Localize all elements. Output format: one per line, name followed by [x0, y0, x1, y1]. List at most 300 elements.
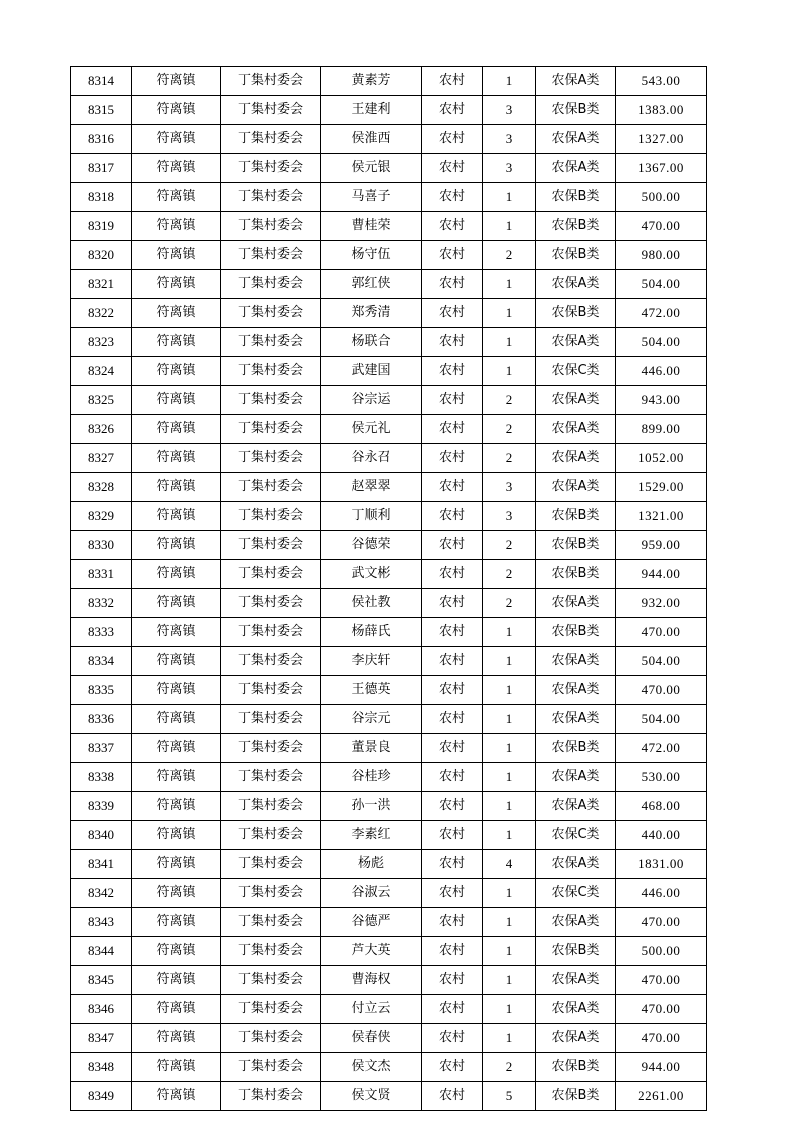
cell-town: 符离镇 — [132, 502, 221, 531]
cell-id: 8333 — [71, 618, 132, 647]
cell-village: 丁集村委会 — [221, 995, 321, 1024]
cell-type: 农村 — [422, 415, 483, 444]
cell-type: 农村 — [422, 357, 483, 386]
cell-type: 农村 — [422, 1082, 483, 1111]
cell-name: 侯淮西 — [321, 125, 422, 154]
cell-town: 符离镇 — [132, 966, 221, 995]
table-row — [71, 821, 707, 850]
cell-category: 农保A类 — [536, 444, 616, 473]
cell-name: 王德英 — [321, 676, 422, 705]
cell-count: 1 — [483, 212, 536, 241]
cell-village: 丁集村委会 — [221, 415, 321, 444]
cell-name: 武文彬 — [321, 560, 422, 589]
cell-count: 1 — [483, 966, 536, 995]
cell-id: 8345 — [71, 966, 132, 995]
cell-count: 1 — [483, 183, 536, 212]
cell-category: 农保B类 — [536, 212, 616, 241]
cell-town: 符离镇 — [132, 1024, 221, 1053]
cell-town: 符离镇 — [132, 386, 221, 415]
cell-town: 符离镇 — [132, 676, 221, 705]
cell-type: 农村 — [422, 67, 483, 96]
cell-name: 曹桂荣 — [321, 212, 422, 241]
cell-category: 农保A类 — [536, 328, 616, 357]
cell-amount: 470.00 — [616, 966, 707, 995]
cell-id: 8318 — [71, 183, 132, 212]
cell-type: 农村 — [422, 241, 483, 270]
cell-amount: 1831.00 — [616, 850, 707, 879]
cell-category: 农保B类 — [536, 183, 616, 212]
cell-village: 丁集村委会 — [221, 560, 321, 589]
cell-town: 符离镇 — [132, 908, 221, 937]
cell-name: 郑秀清 — [321, 299, 422, 328]
table-row — [71, 1053, 707, 1082]
cell-amount: 1529.00 — [616, 473, 707, 502]
table-row — [71, 734, 707, 763]
cell-count: 1 — [483, 705, 536, 734]
cell-town: 符离镇 — [132, 850, 221, 879]
cell-id: 8338 — [71, 763, 132, 792]
cell-category: 农保B类 — [536, 734, 616, 763]
table-row — [71, 995, 707, 1024]
cell-name: 侯文贤 — [321, 1082, 422, 1111]
cell-town: 符离镇 — [132, 647, 221, 676]
cell-amount: 932.00 — [616, 589, 707, 618]
cell-id: 8343 — [71, 908, 132, 937]
cell-count: 1 — [483, 299, 536, 328]
cell-type: 农村 — [422, 125, 483, 154]
cell-type: 农村 — [422, 821, 483, 850]
table-row — [71, 792, 707, 821]
table-row — [71, 270, 707, 299]
cell-town: 符离镇 — [132, 241, 221, 270]
cell-count: 2 — [483, 589, 536, 618]
cell-village: 丁集村委会 — [221, 125, 321, 154]
table-row — [71, 67, 707, 96]
cell-town: 符离镇 — [132, 792, 221, 821]
cell-id: 8325 — [71, 386, 132, 415]
table-row — [71, 357, 707, 386]
table-row — [71, 96, 707, 125]
table-row — [71, 676, 707, 705]
cell-name: 谷桂珍 — [321, 763, 422, 792]
cell-name: 侯社教 — [321, 589, 422, 618]
cell-village: 丁集村委会 — [221, 154, 321, 183]
cell-id: 8324 — [71, 357, 132, 386]
cell-count: 1 — [483, 937, 536, 966]
cell-amount: 504.00 — [616, 647, 707, 676]
cell-village: 丁集村委会 — [221, 183, 321, 212]
cell-count: 1 — [483, 357, 536, 386]
table-row — [71, 850, 707, 879]
table-row — [71, 299, 707, 328]
cell-category: 农保B类 — [536, 560, 616, 589]
cell-amount: 899.00 — [616, 415, 707, 444]
cell-category: 农保A类 — [536, 908, 616, 937]
cell-name: 赵翠翠 — [321, 473, 422, 502]
cell-name: 马喜子 — [321, 183, 422, 212]
cell-village: 丁集村委会 — [221, 1053, 321, 1082]
cell-amount: 468.00 — [616, 792, 707, 821]
cell-count: 1 — [483, 618, 536, 647]
cell-amount: 530.00 — [616, 763, 707, 792]
cell-village: 丁集村委会 — [221, 879, 321, 908]
cell-category: 农保A类 — [536, 415, 616, 444]
cell-type: 农村 — [422, 850, 483, 879]
cell-town: 符离镇 — [132, 183, 221, 212]
cell-village: 丁集村委会 — [221, 618, 321, 647]
cell-type: 农村 — [422, 763, 483, 792]
cell-id: 8320 — [71, 241, 132, 270]
cell-town: 符离镇 — [132, 995, 221, 1024]
cell-town: 符离镇 — [132, 1053, 221, 1082]
table-row — [71, 212, 707, 241]
cell-name: 谷德荣 — [321, 531, 422, 560]
cell-id: 8335 — [71, 676, 132, 705]
cell-name: 黄素芳 — [321, 67, 422, 96]
cell-village: 丁集村委会 — [221, 67, 321, 96]
cell-type: 农村 — [422, 444, 483, 473]
beneficiary-table — [70, 66, 707, 1111]
cell-village: 丁集村委会 — [221, 821, 321, 850]
table-body — [71, 67, 707, 1111]
cell-village: 丁集村委会 — [221, 792, 321, 821]
cell-amount: 2261.00 — [616, 1082, 707, 1111]
cell-category: 农保C类 — [536, 821, 616, 850]
cell-category: 农保A类 — [536, 995, 616, 1024]
cell-town: 符离镇 — [132, 618, 221, 647]
cell-town: 符离镇 — [132, 154, 221, 183]
cell-category: 农保B类 — [536, 618, 616, 647]
cell-town: 符离镇 — [132, 212, 221, 241]
cell-name: 付立云 — [321, 995, 422, 1024]
cell-category: 农保A类 — [536, 67, 616, 96]
cell-type: 农村 — [422, 589, 483, 618]
cell-town: 符离镇 — [132, 560, 221, 589]
cell-category: 农保A类 — [536, 966, 616, 995]
cell-category: 农保A类 — [536, 154, 616, 183]
cell-id: 8317 — [71, 154, 132, 183]
cell-village: 丁集村委会 — [221, 1024, 321, 1053]
cell-count: 2 — [483, 415, 536, 444]
cell-id: 8327 — [71, 444, 132, 473]
cell-name: 杨联合 — [321, 328, 422, 357]
table-row — [71, 647, 707, 676]
cell-name: 丁顺利 — [321, 502, 422, 531]
cell-name: 谷德严 — [321, 908, 422, 937]
cell-category: 农保B类 — [536, 96, 616, 125]
cell-count: 1 — [483, 67, 536, 96]
cell-type: 农村 — [422, 531, 483, 560]
cell-id: 8341 — [71, 850, 132, 879]
cell-town: 符离镇 — [132, 1082, 221, 1111]
cell-village: 丁集村委会 — [221, 1082, 321, 1111]
cell-type: 农村 — [422, 705, 483, 734]
cell-id: 8323 — [71, 328, 132, 357]
cell-town: 符离镇 — [132, 270, 221, 299]
cell-name: 王建利 — [321, 96, 422, 125]
table-row — [71, 154, 707, 183]
cell-village: 丁集村委会 — [221, 502, 321, 531]
cell-village: 丁集村委会 — [221, 676, 321, 705]
table-row — [71, 502, 707, 531]
cell-amount: 944.00 — [616, 1053, 707, 1082]
cell-count: 1 — [483, 328, 536, 357]
cell-amount: 543.00 — [616, 67, 707, 96]
cell-type: 农村 — [422, 270, 483, 299]
cell-category: 农保B类 — [536, 531, 616, 560]
cell-id: 8340 — [71, 821, 132, 850]
cell-village: 丁集村委会 — [221, 966, 321, 995]
cell-village: 丁集村委会 — [221, 763, 321, 792]
cell-type: 农村 — [422, 908, 483, 937]
cell-category: 农保A类 — [536, 125, 616, 154]
cell-count: 3 — [483, 473, 536, 502]
cell-count: 1 — [483, 908, 536, 937]
cell-category: 农保B类 — [536, 937, 616, 966]
cell-type: 农村 — [422, 647, 483, 676]
cell-town: 符离镇 — [132, 415, 221, 444]
cell-amount: 470.00 — [616, 1024, 707, 1053]
cell-name: 孙一洪 — [321, 792, 422, 821]
cell-amount: 470.00 — [616, 212, 707, 241]
cell-type: 农村 — [422, 966, 483, 995]
cell-type: 农村 — [422, 299, 483, 328]
cell-id: 8326 — [71, 415, 132, 444]
cell-town: 符离镇 — [132, 821, 221, 850]
cell-id: 8330 — [71, 531, 132, 560]
cell-village: 丁集村委会 — [221, 937, 321, 966]
cell-name: 谷永召 — [321, 444, 422, 473]
cell-type: 农村 — [422, 473, 483, 502]
cell-amount: 470.00 — [616, 618, 707, 647]
cell-count: 2 — [483, 444, 536, 473]
cell-amount: 446.00 — [616, 357, 707, 386]
cell-village: 丁集村委会 — [221, 589, 321, 618]
cell-town: 符离镇 — [132, 589, 221, 618]
table-row — [71, 415, 707, 444]
cell-town: 符离镇 — [132, 96, 221, 125]
cell-category: 农保A类 — [536, 270, 616, 299]
cell-count: 1 — [483, 676, 536, 705]
cell-category: 农保A类 — [536, 386, 616, 415]
cell-type: 农村 — [422, 183, 483, 212]
cell-count: 1 — [483, 270, 536, 299]
cell-amount: 1367.00 — [616, 154, 707, 183]
table-row — [71, 937, 707, 966]
cell-name: 谷宗元 — [321, 705, 422, 734]
table-row — [71, 763, 707, 792]
cell-id: 8336 — [71, 705, 132, 734]
cell-type: 农村 — [422, 995, 483, 1024]
cell-village: 丁集村委会 — [221, 328, 321, 357]
cell-amount: 500.00 — [616, 183, 707, 212]
cell-amount: 1052.00 — [616, 444, 707, 473]
cell-category: 农保A类 — [536, 1024, 616, 1053]
cell-id: 8334 — [71, 647, 132, 676]
cell-town: 符离镇 — [132, 444, 221, 473]
cell-type: 农村 — [422, 328, 483, 357]
table-row — [71, 328, 707, 357]
cell-category: 农保C类 — [536, 879, 616, 908]
cell-category: 农保A类 — [536, 589, 616, 618]
cell-name: 侯元礼 — [321, 415, 422, 444]
cell-town: 符离镇 — [132, 879, 221, 908]
cell-town: 符离镇 — [132, 328, 221, 357]
cell-category: 农保A类 — [536, 763, 616, 792]
cell-category: 农保B类 — [536, 299, 616, 328]
cell-count: 2 — [483, 1053, 536, 1082]
cell-village: 丁集村委会 — [221, 647, 321, 676]
cell-count: 2 — [483, 386, 536, 415]
table-row — [71, 386, 707, 415]
cell-id: 8321 — [71, 270, 132, 299]
cell-category: 农保A类 — [536, 647, 616, 676]
cell-village: 丁集村委会 — [221, 212, 321, 241]
cell-town: 符离镇 — [132, 734, 221, 763]
cell-amount: 959.00 — [616, 531, 707, 560]
cell-count: 1 — [483, 792, 536, 821]
table-row — [71, 183, 707, 212]
cell-id: 8342 — [71, 879, 132, 908]
cell-id: 8337 — [71, 734, 132, 763]
cell-village: 丁集村委会 — [221, 386, 321, 415]
cell-count: 2 — [483, 241, 536, 270]
cell-amount: 472.00 — [616, 734, 707, 763]
cell-amount: 504.00 — [616, 705, 707, 734]
cell-name: 武建国 — [321, 357, 422, 386]
cell-name: 谷淑云 — [321, 879, 422, 908]
cell-id: 8332 — [71, 589, 132, 618]
cell-town: 符离镇 — [132, 299, 221, 328]
cell-count: 3 — [483, 154, 536, 183]
cell-type: 农村 — [422, 560, 483, 589]
cell-amount: 440.00 — [616, 821, 707, 850]
cell-category: 农保C类 — [536, 357, 616, 386]
cell-count: 2 — [483, 560, 536, 589]
table-row — [71, 589, 707, 618]
table-row — [71, 618, 707, 647]
cell-count: 3 — [483, 96, 536, 125]
table-container — [70, 66, 698, 1111]
cell-id: 8331 — [71, 560, 132, 589]
cell-town: 符离镇 — [132, 357, 221, 386]
cell-count: 4 — [483, 850, 536, 879]
cell-id: 8347 — [71, 1024, 132, 1053]
cell-name: 侯元银 — [321, 154, 422, 183]
cell-type: 农村 — [422, 676, 483, 705]
cell-count: 2 — [483, 531, 536, 560]
cell-village: 丁集村委会 — [221, 850, 321, 879]
cell-amount: 446.00 — [616, 879, 707, 908]
cell-town: 符离镇 — [132, 937, 221, 966]
cell-category: 农保A类 — [536, 850, 616, 879]
cell-village: 丁集村委会 — [221, 444, 321, 473]
cell-id: 8344 — [71, 937, 132, 966]
cell-count: 1 — [483, 1024, 536, 1053]
cell-type: 农村 — [422, 1053, 483, 1082]
cell-town: 符离镇 — [132, 763, 221, 792]
cell-name: 郭红侠 — [321, 270, 422, 299]
cell-town: 符离镇 — [132, 705, 221, 734]
cell-village: 丁集村委会 — [221, 299, 321, 328]
cell-name: 曹海权 — [321, 966, 422, 995]
cell-category: 农保A类 — [536, 473, 616, 502]
cell-village: 丁集村委会 — [221, 357, 321, 386]
table-row — [71, 531, 707, 560]
cell-village: 丁集村委会 — [221, 705, 321, 734]
cell-name: 杨彪 — [321, 850, 422, 879]
cell-amount: 470.00 — [616, 995, 707, 1024]
cell-type: 农村 — [422, 618, 483, 647]
cell-name: 李庆轩 — [321, 647, 422, 676]
cell-amount: 500.00 — [616, 937, 707, 966]
cell-amount: 1383.00 — [616, 96, 707, 125]
cell-amount: 470.00 — [616, 908, 707, 937]
cell-count: 5 — [483, 1082, 536, 1111]
cell-count: 1 — [483, 763, 536, 792]
cell-id: 8322 — [71, 299, 132, 328]
cell-village: 丁集村委会 — [221, 734, 321, 763]
cell-id: 8316 — [71, 125, 132, 154]
cell-count: 1 — [483, 647, 536, 676]
cell-amount: 944.00 — [616, 560, 707, 589]
cell-village: 丁集村委会 — [221, 241, 321, 270]
cell-town: 符离镇 — [132, 473, 221, 502]
table-row — [71, 444, 707, 473]
cell-type: 农村 — [422, 96, 483, 125]
cell-name: 杨薛氏 — [321, 618, 422, 647]
cell-id: 8315 — [71, 96, 132, 125]
table-row — [71, 241, 707, 270]
cell-town: 符离镇 — [132, 125, 221, 154]
cell-id: 8314 — [71, 67, 132, 96]
cell-type: 农村 — [422, 502, 483, 531]
cell-count: 1 — [483, 821, 536, 850]
cell-amount: 1321.00 — [616, 502, 707, 531]
cell-category: 农保B类 — [536, 502, 616, 531]
table-row — [71, 705, 707, 734]
cell-type: 农村 — [422, 154, 483, 183]
cell-type: 农村 — [422, 734, 483, 763]
cell-category: 农保B类 — [536, 1082, 616, 1111]
cell-id: 8319 — [71, 212, 132, 241]
cell-id: 8329 — [71, 502, 132, 531]
cell-village: 丁集村委会 — [221, 96, 321, 125]
cell-name: 李素红 — [321, 821, 422, 850]
cell-amount: 1327.00 — [616, 125, 707, 154]
table-row — [71, 1082, 707, 1111]
cell-name: 芦大英 — [321, 937, 422, 966]
cell-type: 农村 — [422, 1024, 483, 1053]
cell-category: 农保A类 — [536, 705, 616, 734]
cell-name: 侯春侠 — [321, 1024, 422, 1053]
cell-village: 丁集村委会 — [221, 473, 321, 502]
cell-type: 农村 — [422, 937, 483, 966]
cell-id: 8328 — [71, 473, 132, 502]
cell-type: 农村 — [422, 879, 483, 908]
cell-count: 1 — [483, 734, 536, 763]
cell-village: 丁集村委会 — [221, 270, 321, 299]
cell-name: 侯文杰 — [321, 1053, 422, 1082]
cell-id: 8346 — [71, 995, 132, 1024]
cell-town: 符离镇 — [132, 67, 221, 96]
table-row — [71, 473, 707, 502]
cell-count: 1 — [483, 995, 536, 1024]
cell-category: 农保A类 — [536, 792, 616, 821]
cell-village: 丁集村委会 — [221, 531, 321, 560]
table-row — [71, 560, 707, 589]
cell-name: 杨守伍 — [321, 241, 422, 270]
